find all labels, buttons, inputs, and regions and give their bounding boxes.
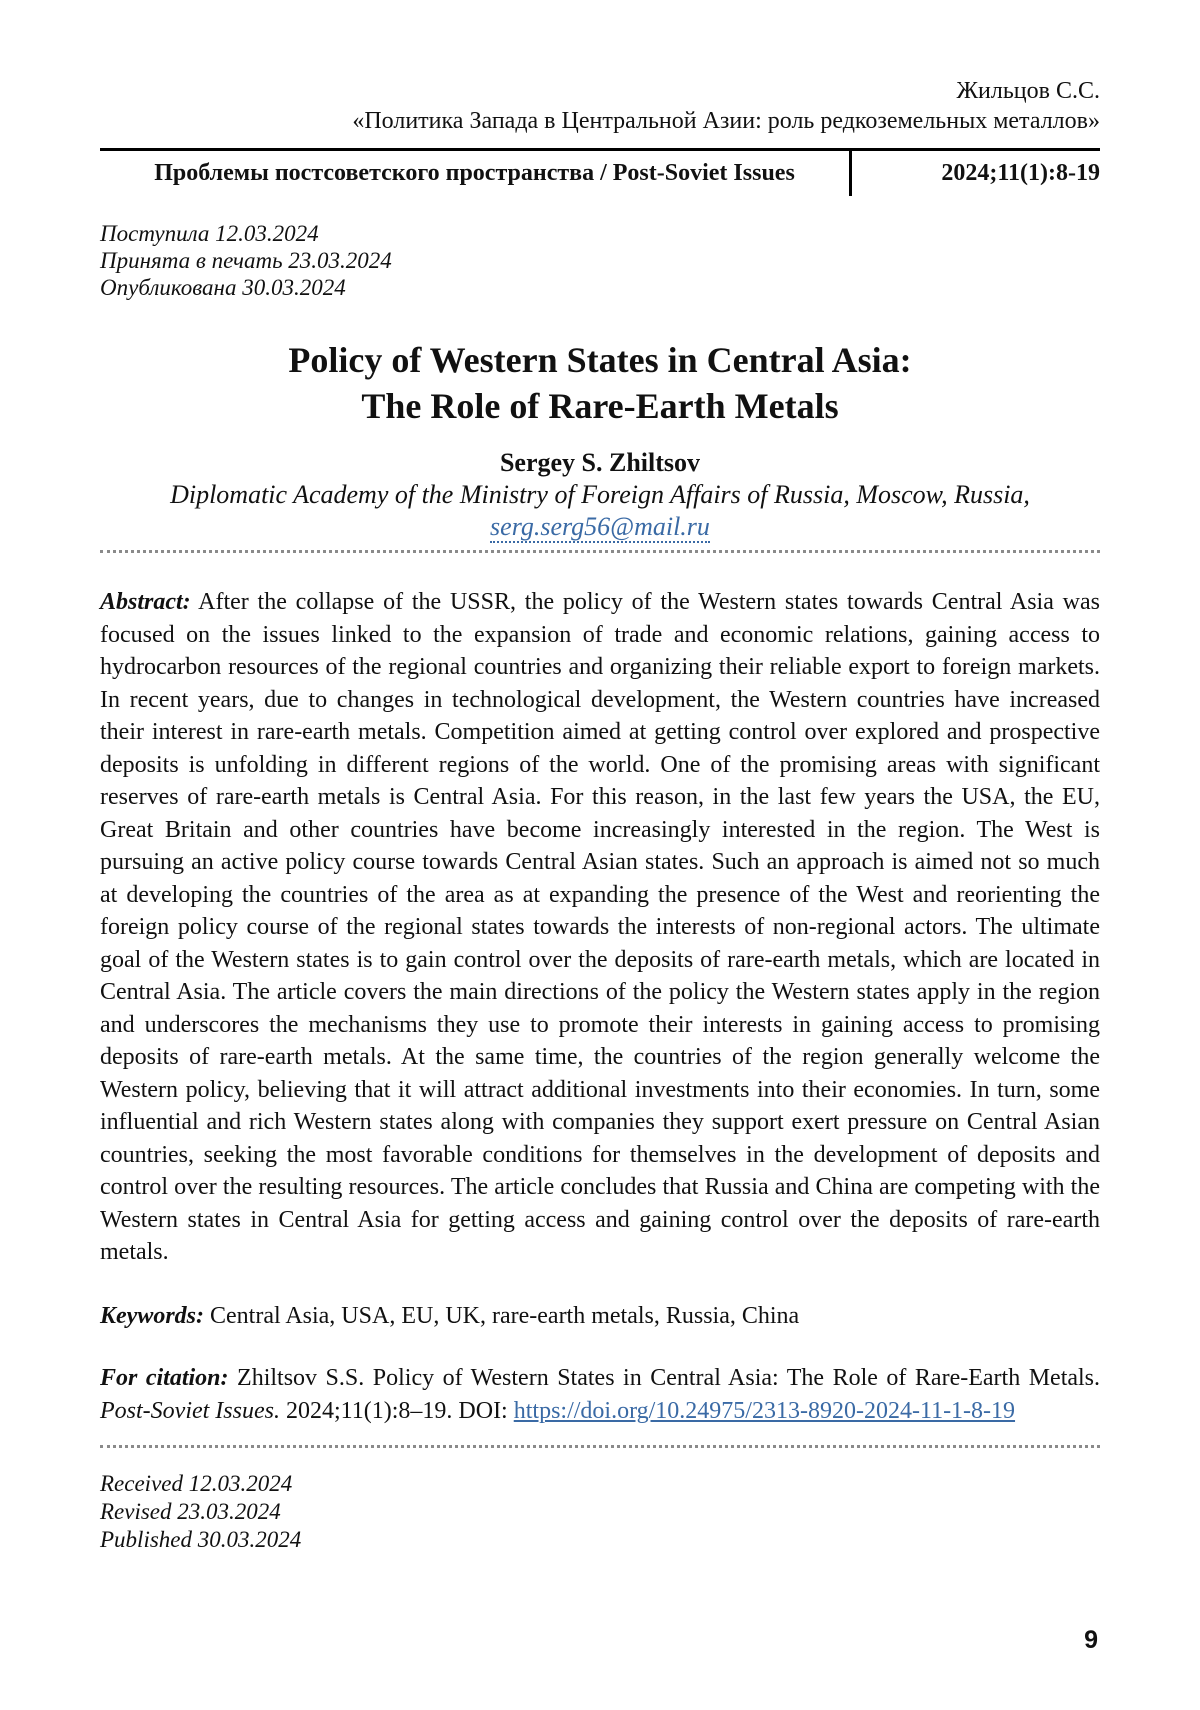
abstract-label: Abstract: — [100, 589, 191, 615]
citation-journal-italic: Post-Soviet Issues. — [100, 1397, 280, 1424]
citation-part1: Zhiltsov S.S. Policy of Western States in Central Asia: The Role of Rare-Earth Metals. — [237, 1365, 1101, 1391]
keywords-paragraph — [100, 1300, 1100, 1333]
date-received-en: Received 12.03.2024 — [100, 1471, 293, 1496]
author-name: Sergey S. Zhiltsov — [499, 448, 701, 477]
submission-dates-en — [100, 1470, 1100, 1554]
date-published-ru: Опубликована 30.03.2024 — [100, 275, 346, 300]
abstract-text: After the collapse of the USSR, the policy of the Western states towards Central Asia was focused on the issues linked to the expansion of trade and economic relations, gaining access to hydrocarbon resources of the regional countries and organizing their reliable export to foreign markets. In recent years, due to changes in technological development, the Western countries have increased their interest in rare-earth metals. Competition aimed at getting control over explored and prospective deposits is unfolding in different regions of the world. One of the promising areas with significant reserves of rare-earth metals is Central Asia. For this reason, in the last few years the USA, the EU, Great Britain and other countries have become increasingly interested in the region. The West is pursuing an active policy course towards Central Asian states. Such an approach is aimed not so much at developing the countries of the area as at expanding the presence of the West and reorienting the foreign policy course of the regional states towards the interests of non-regional actors. The ultimate goal of the Western states is to gain control over the deposits of rare-earth metals, which are located in Central Asia. The article covers the main directions of the policy the Western states apply in the region and underscores the mechanisms they use to promote their interests in gaining access to promising deposits of rare-earth metals. At the same time, the countries of the region generally welcome the Western policy, believing that it will attract additional investments into their economies. In turn, some influential and rich Western states along with companies they support exert pressure on Central Asian countries, seeking the most favorable conditions for themselves in the development of deposits and control over the resulting resources. The article concludes that Russia and China are competing with the Western states in Central Asia for getting access and gaining control over the deposits of rare-earth metals. — [100, 589, 1100, 1265]
author-email-line — [100, 511, 1100, 543]
date-revised-en: Revised 23.03.2024 — [100, 1499, 281, 1524]
journal-name: Проблемы постсоветского пространства / Post-Soviet Issues — [100, 151, 852, 196]
running-head — [100, 76, 1100, 136]
article-title-line1: Policy of Western States in Central Asia: — [288, 340, 912, 380]
date-published-en: Published 30.03.2024 — [100, 1527, 302, 1552]
abstract-paragraph — [100, 586, 1100, 1269]
issue-info: 2024;11(1):8-19 — [941, 160, 1100, 186]
date-received-ru: Поступила 12.03.2024 — [100, 221, 319, 246]
citation-paragraph — [100, 1362, 1100, 1427]
article-title — [100, 337, 1100, 429]
submission-dates-ru — [100, 220, 1100, 301]
keywords-text: Central Asia, USA, EU, UK, rare-earth metals, Russia, China — [210, 1302, 800, 1329]
doi-link[interactable]: https://doi.org/10.24975/2313-8920-2024-11-1-8-19 — [513, 1397, 1016, 1424]
page-number: 9 — [1084, 1626, 1098, 1654]
article-title-line2: The Role of Rare-Earth Metals — [361, 386, 839, 426]
date-accepted-ru: Принята в печать 23.03.2024 — [100, 248, 392, 273]
citation-label: For citation: — [100, 1365, 229, 1391]
running-head-author: Жильцов С.С. — [956, 78, 1100, 104]
author-email-link[interactable]: serg.serg56@mail.ru — [490, 512, 710, 541]
dotted-divider-top — [100, 550, 1100, 553]
citation-part2: 2024;11(1):8–19. DOI: — [285, 1397, 508, 1424]
author-affiliation: Diplomatic Academy of the Ministry of Foreign Affairs of Russia, Moscow, Russia, — [170, 480, 1030, 509]
dotted-divider-bottom — [100, 1445, 1100, 1448]
journal-header-bar — [100, 148, 1100, 196]
keywords-label: Keywords: — [100, 1302, 204, 1329]
running-head-article-title: «Политика Запада в Центральной Азии: роль редкоземельных металлов» — [352, 108, 1100, 134]
